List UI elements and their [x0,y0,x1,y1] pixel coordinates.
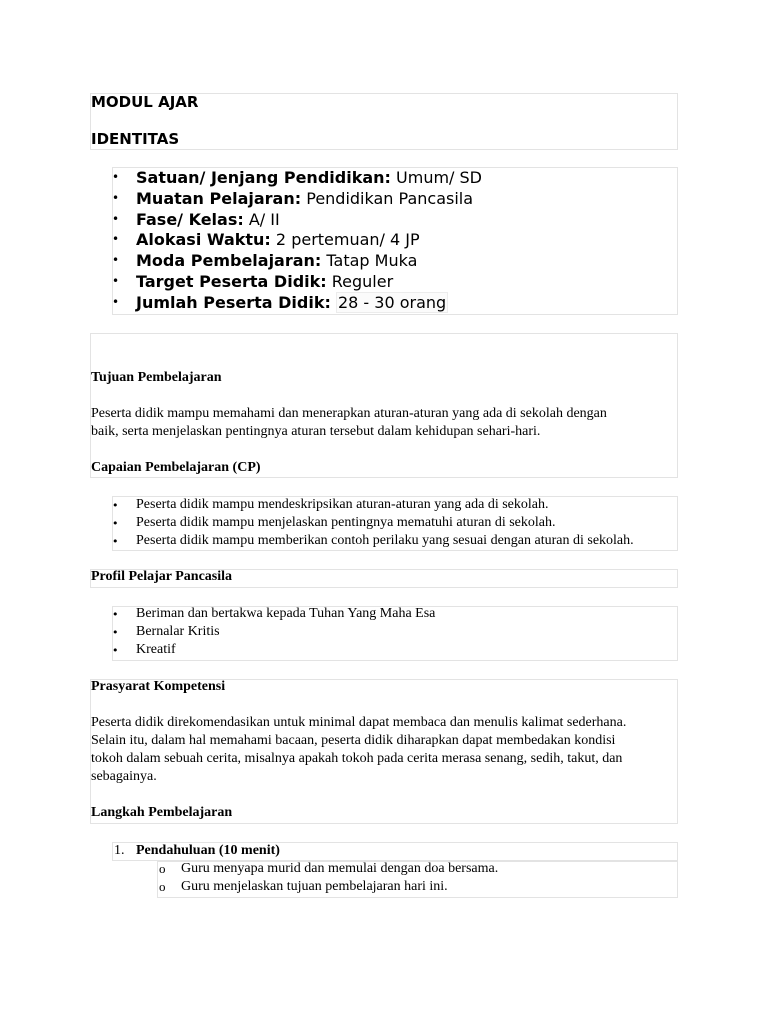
bullet-icon: • [112,517,119,530]
capaian-item: Peserta didik mampu mendeskripsikan aturan-aturan yang ada di sekolah. [136,497,549,512]
bullet-icon: • [112,232,120,246]
prasyarat-line-3: tokoh dalam sebuah cerita, misalnya apakah tokoh pada cerita merasa senang, sedih, takut, dan [91,751,623,766]
bullet-icon: • [112,170,120,184]
document-title: MODUL AJAR [91,93,199,111]
identitas-value: A/ II [248,210,280,229]
identitas-label: Satuan/ Jenjang Pendidikan: [136,168,391,187]
identitas-label: Moda Pembelajaran: [136,251,322,270]
bullet-icon: • [112,644,119,657]
tujuan-line-2: baik, serta menjelaskan pentingnya aturan tersebut dalam kehidupan sehari-hari. [91,424,541,439]
capaian-item: Peserta didik mampu menjelaskan pentingnya mematuhi aturan di sekolah. [136,515,556,530]
identitas-item [136,210,280,229]
sub-bullet-marker: o [159,879,166,894]
profil-item: Beriman dan bertakwa kepada Tuhan Yang Maha Esa [136,606,436,621]
bullet-icon: • [112,191,120,205]
bullet-icon: • [112,274,120,288]
identitas-item [136,168,482,187]
identitas-value: 2 pertemuan/ 4 JP [275,230,420,249]
bullet-icon: • [112,295,120,309]
prasyarat-line-1: Peserta didik direkomendasikan untuk minimal dapat membaca dan menulis kalimat sederhana. [91,715,627,730]
identitas-value: Reguler [331,272,394,291]
identitas-value: Pendidikan Pancasila [306,189,474,208]
profil-heading: Profil Pelajar Pancasila [91,569,233,584]
bullet-icon: • [112,535,119,548]
sub-bullet-marker: o [159,861,166,876]
bullet-icon: • [112,608,119,621]
prasyarat-line-4: sebagainya. [91,769,157,784]
prasyarat-heading: Prasyarat Kompetensi [91,679,226,694]
identitas-item [136,230,420,249]
identitas-item [136,251,417,270]
identitas-value: Tatap Muka [326,251,418,270]
langkah-heading: Langkah Pembelajaran [91,805,233,820]
prasyarat-line-2: Selain itu, dalam hal memahami bacaan, peserta didik diharapkan dapat membedakan kondisi [91,733,616,748]
profil-item: Kreatif [136,642,176,657]
profil-item: Bernalar Kritis [136,624,220,639]
identitas-label: Target Peserta Didik: [136,272,327,291]
bullet-icon: • [112,212,120,226]
langkah-step-1-item-1: Guru menyapa murid dan memulai dengan doa bersama. [181,861,499,876]
section-title-identitas: IDENTITAS [91,130,180,148]
identitas-label: Alokasi Waktu: [136,230,271,249]
tujuan-heading: Tujuan Pembelajaran [91,370,222,385]
identitas-label: Fase/ Kelas: [136,210,244,229]
langkah-step-1-item-2: Guru menjelaskan tujuan pembelajaran hari ini. [181,879,448,894]
bullet-icon: • [112,499,119,512]
identitas-item [136,272,393,291]
identitas-item [136,293,448,312]
tujuan-line-1: Peserta didik mampu memahami dan menerapkan aturan-aturan yang ada di sekolah dengan [91,406,607,421]
identitas-value: 28 - 30 orang [337,293,447,312]
capaian-heading: Capaian Pembelajaran (CP) [91,460,261,475]
bullet-icon: • [112,253,120,267]
identitas-label: Muatan Pelajaran: [136,189,302,208]
bullet-icon: • [112,626,119,639]
capaian-item: Peserta didik mampu memberikan contoh perilaku yang sesuai dengan aturan di sekolah. [136,533,634,548]
langkah-step-1-number: 1. [114,843,125,858]
langkah-step-1-title: Pendahuluan (10 menit) [136,843,280,858]
identitas-value: Umum/ SD [396,168,482,187]
identitas-label: Jumlah Peserta Didik: [136,293,331,312]
identitas-item [136,189,473,208]
